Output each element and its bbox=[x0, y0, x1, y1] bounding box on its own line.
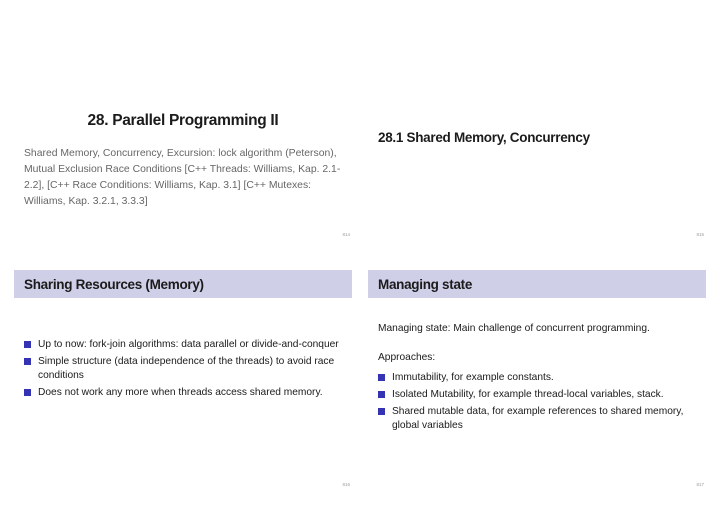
square-bullet-icon bbox=[378, 391, 385, 398]
page-number: 815 bbox=[696, 232, 704, 237]
slide-section bbox=[368, 12, 706, 240]
bullet-list bbox=[378, 371, 700, 436]
list-item: Shared mutable data, for example references to shared memory, global variables bbox=[378, 405, 700, 433]
page-number: 816 bbox=[342, 482, 350, 487]
list-item: Simple structure (data independence of the threads) to avoid race conditions bbox=[24, 355, 346, 383]
square-bullet-icon bbox=[24, 341, 31, 348]
bullet-list bbox=[24, 338, 346, 403]
approaches-label: Approaches: bbox=[378, 352, 436, 363]
list-item: Immutability, for example constants. bbox=[378, 371, 700, 385]
section-title: 28.1 Shared Memory, Concurrency bbox=[378, 130, 590, 145]
page-number: 817 bbox=[696, 482, 704, 487]
slide-sharing-resources bbox=[14, 262, 352, 490]
intro-text: Managing state: Main challenge of concurrent programming. bbox=[378, 323, 650, 334]
square-bullet-icon bbox=[24, 358, 31, 365]
list-item: Up to now: fork-join algorithms: data parallel or divide-and-conquer bbox=[24, 338, 346, 352]
square-bullet-icon bbox=[378, 374, 385, 381]
chapter-title: 28. Parallel Programming II bbox=[87, 112, 279, 129]
frame-title: Managing state bbox=[368, 270, 706, 298]
frame-title: Sharing Resources (Memory) bbox=[14, 270, 352, 298]
square-bullet-icon bbox=[378, 408, 385, 415]
slide-title bbox=[14, 12, 352, 240]
page-number: 814 bbox=[342, 232, 350, 237]
list-item: Isolated Mutability, for example thread-local variables, stack. bbox=[378, 388, 700, 402]
list-item: Does not work any more when threads access shared memory. bbox=[24, 386, 346, 400]
slide-managing-state bbox=[368, 262, 706, 490]
square-bullet-icon bbox=[24, 389, 31, 396]
chapter-abstract: Shared Memory, Concurrency, Excursion: lock algorithm (Peterson), Mutual Exclusion Race Conditions [C++ Threads: Williams, Kap. 2.1-2.2], [C++ Race Conditions: Williams, Kap. 3.1] [C++ Mutexes: Williams, Kap. 3.2.1, 3.3.3] bbox=[24, 148, 341, 207]
